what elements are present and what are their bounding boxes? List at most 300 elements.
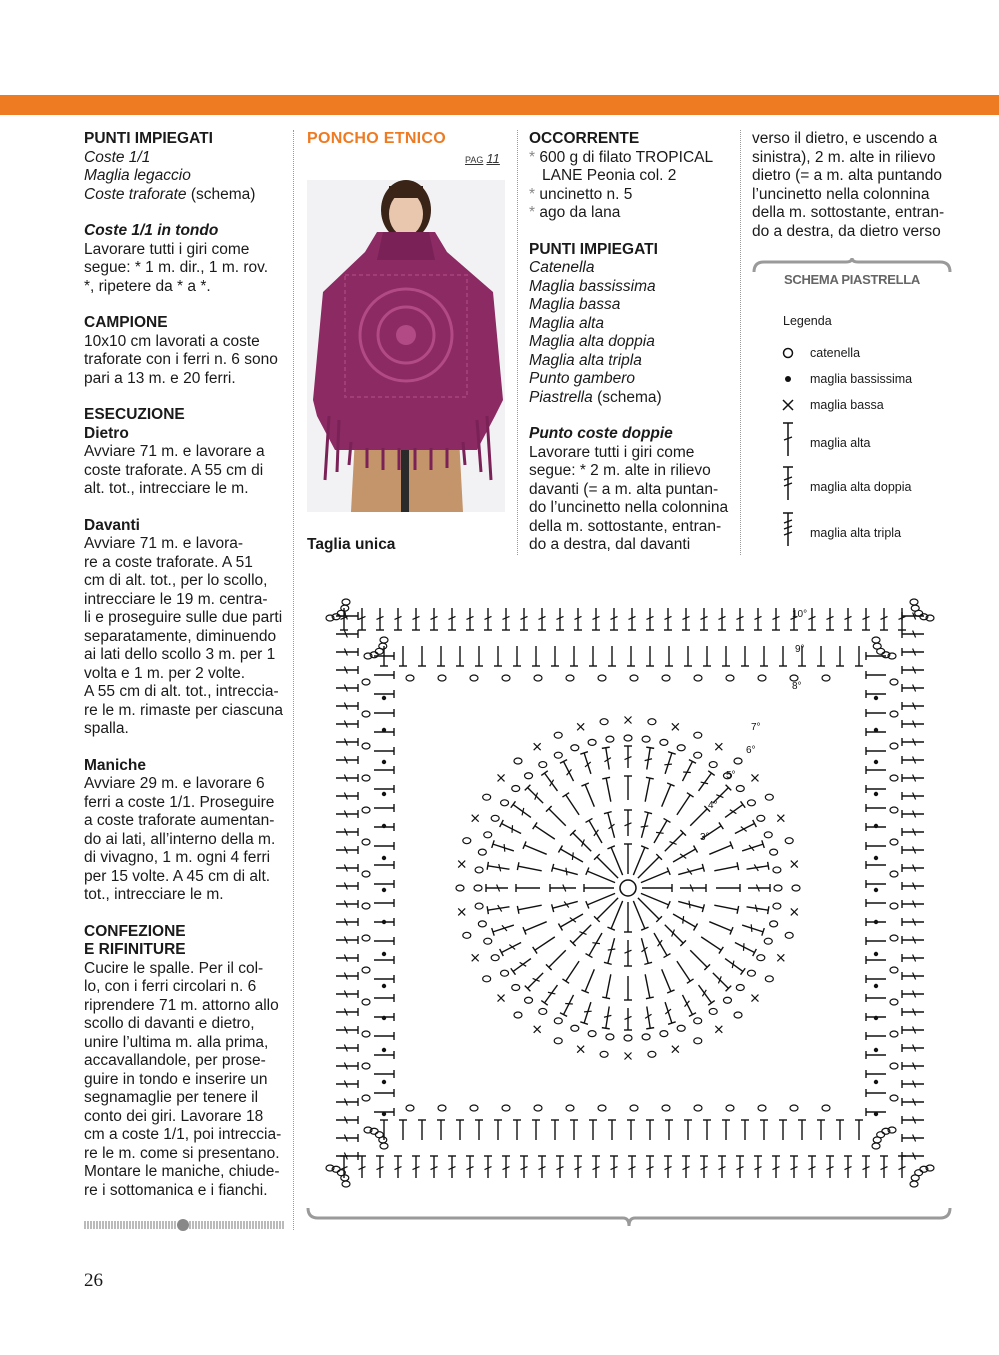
chain-symbol bbox=[890, 1031, 898, 1037]
chain-symbol bbox=[734, 758, 742, 764]
stitch-symbol bbox=[741, 646, 749, 666]
body-line: 10x10 cm lavorati a coste bbox=[84, 332, 260, 350]
stitch-symbol bbox=[374, 956, 394, 964]
stitch-symbol bbox=[635, 895, 662, 922]
chain-symbol bbox=[362, 775, 370, 781]
stitch-symbol bbox=[580, 752, 594, 775]
stitch-symbol bbox=[523, 918, 548, 935]
single-crochet-symbol bbox=[498, 995, 505, 1002]
chain-symbol bbox=[362, 679, 370, 685]
chain-symbol bbox=[624, 1035, 632, 1041]
body-line: do l’uncinetto nella colonnina bbox=[529, 499, 729, 516]
body-line: *, ripetere da * a *. bbox=[84, 277, 211, 295]
stitch-symbol bbox=[589, 1120, 597, 1140]
body-line: traforate con i ferri n. 6 sono bbox=[84, 351, 278, 368]
chain-symbol bbox=[484, 832, 492, 838]
stitch-symbol bbox=[586, 867, 617, 886]
materials-item: * 600 g di filato TROPICAL LANE Peonia col. 2 bbox=[529, 148, 713, 184]
slip-stitch-symbol bbox=[382, 824, 386, 828]
chain-symbol bbox=[463, 932, 471, 938]
chain-symbol bbox=[872, 637, 880, 643]
body-line: segue: * 1 m. dir., 1 m. rov. bbox=[84, 259, 269, 276]
body-line: conto dei giri. Lavorare 18 bbox=[84, 1107, 264, 1125]
stitch-symbol bbox=[716, 884, 740, 892]
stitch-symbol bbox=[336, 900, 358, 908]
stitch-symbol bbox=[635, 854, 662, 881]
body-line: re i sottomanica e i fianchi. bbox=[84, 1181, 268, 1199]
stitch-symbol bbox=[680, 884, 706, 892]
stitch-symbol bbox=[532, 1120, 540, 1140]
chain-symbol bbox=[757, 955, 765, 961]
body-line: Cucire le spalle. Per il col- bbox=[84, 959, 264, 977]
stitch-symbol bbox=[336, 1098, 358, 1106]
chain-symbol bbox=[648, 1051, 656, 1057]
chain-symbol bbox=[790, 1105, 798, 1111]
body-line: Lavorare tutti i giri come bbox=[529, 443, 695, 461]
stitch-symbol bbox=[570, 830, 594, 854]
stitch-symbol bbox=[456, 646, 464, 666]
stitch-symbol bbox=[714, 862, 739, 875]
chain-symbol bbox=[694, 1038, 702, 1044]
stitch-symbol bbox=[584, 884, 614, 892]
stitch-symbol bbox=[826, 1156, 834, 1178]
body-line: per 15 volte. A 45 cm di alt. bbox=[84, 867, 271, 885]
stitch-symbol bbox=[661, 1001, 675, 1024]
stitch-symbol bbox=[556, 608, 564, 630]
chain-symbol bbox=[642, 736, 650, 742]
chain-symbol bbox=[539, 762, 547, 768]
chain-symbol bbox=[890, 775, 898, 781]
legend-row: maglia bassissima bbox=[778, 370, 978, 410]
stitch-symbol bbox=[336, 792, 358, 800]
slip-stitch-symbol bbox=[874, 1112, 878, 1116]
single-crochet-symbol bbox=[625, 1053, 632, 1060]
section-title: E RIFINITURE bbox=[84, 941, 186, 958]
stitch-symbol bbox=[722, 646, 730, 666]
stitch-symbol bbox=[624, 940, 632, 966]
chain-symbol bbox=[470, 1105, 478, 1111]
chain-symbol bbox=[375, 648, 383, 654]
column-divider bbox=[293, 130, 294, 1230]
stitch-symbol bbox=[902, 990, 924, 998]
chain-symbol bbox=[554, 1038, 562, 1044]
stitch-symbol bbox=[677, 898, 704, 912]
slip-stitch-symbol bbox=[382, 1112, 386, 1116]
chain-symbol bbox=[483, 794, 491, 800]
schema-bottom-bracket bbox=[306, 1206, 952, 1232]
stitch-symbol bbox=[592, 1156, 600, 1178]
body-line: unire l’ultima m. alla prima, bbox=[84, 1033, 269, 1051]
slip-stitch-symbol bbox=[874, 856, 878, 860]
legend-row: catenella bbox=[778, 344, 978, 384]
chain-symbol bbox=[734, 1012, 742, 1018]
chain-symbol bbox=[774, 885, 782, 891]
chain-symbol bbox=[571, 1025, 579, 1031]
chain-symbol bbox=[438, 675, 446, 681]
stitch-symbol bbox=[336, 648, 358, 656]
section-title: OCCORRENTE bbox=[529, 130, 640, 147]
round-label: 10° bbox=[792, 609, 808, 620]
chain-symbol bbox=[554, 752, 562, 758]
stitch-symbol bbox=[550, 884, 576, 892]
stitch-symbol bbox=[533, 822, 557, 842]
stitch-symbol bbox=[700, 1156, 708, 1178]
chain-symbol bbox=[362, 1063, 370, 1069]
body-line: verso il dietro, e uscendo a bbox=[752, 130, 938, 147]
center-ring bbox=[620, 880, 636, 896]
chain-symbol bbox=[723, 997, 731, 1003]
stitch-symbol bbox=[610, 1156, 618, 1178]
chain-symbol bbox=[501, 800, 509, 806]
stitch-symbol bbox=[374, 842, 394, 850]
stitch-symbol bbox=[336, 684, 358, 692]
stitch-symbol bbox=[682, 608, 690, 630]
chain-symbol bbox=[380, 637, 388, 643]
stitch-symbol bbox=[902, 1116, 924, 1124]
single-crochet-symbol bbox=[672, 1046, 679, 1053]
stitch-symbol bbox=[494, 1120, 502, 1140]
chain-symbol bbox=[890, 967, 898, 973]
round-label: 5° bbox=[726, 770, 736, 781]
stitch-symbol bbox=[866, 994, 886, 1002]
stitch-symbol bbox=[699, 934, 723, 954]
chain-symbol bbox=[483, 976, 491, 982]
chain-symbol bbox=[514, 758, 522, 764]
stitch-symbol bbox=[466, 608, 474, 630]
stitch-symbol bbox=[412, 608, 420, 630]
stitch-symbol bbox=[500, 820, 523, 837]
stitch-symbol bbox=[836, 646, 844, 666]
stitch-symbol bbox=[604, 937, 618, 964]
stitch-symbol bbox=[855, 1120, 863, 1140]
stitch-symbol bbox=[608, 646, 616, 666]
stitch-symbol bbox=[541, 983, 560, 1006]
stitch-symbol bbox=[646, 1156, 654, 1178]
stitch-symbol bbox=[642, 884, 672, 892]
stitch-symbol bbox=[679, 760, 696, 783]
chain-symbol bbox=[342, 599, 350, 605]
stitch-symbol bbox=[661, 752, 675, 775]
stitch-symbol bbox=[374, 880, 394, 888]
stitch-symbol bbox=[624, 844, 632, 874]
stitch-symbol bbox=[808, 608, 816, 630]
stitch-symbol bbox=[602, 1006, 613, 1029]
stitch-symbol bbox=[374, 861, 394, 869]
chain-symbol bbox=[362, 807, 370, 813]
stitch-symbol bbox=[772, 1156, 780, 1178]
chain-symbol bbox=[630, 1105, 638, 1111]
stitch-symbol bbox=[746, 903, 769, 914]
chain-symbol bbox=[765, 794, 773, 800]
stitch-symbol bbox=[902, 1134, 924, 1142]
stitch-item: Maglia alta bbox=[529, 314, 604, 332]
stitch-symbol bbox=[560, 760, 577, 783]
schema-title-bracket bbox=[752, 258, 952, 288]
stitch-symbol bbox=[374, 994, 394, 1002]
stitch-symbol bbox=[513, 646, 521, 666]
stitch-symbol bbox=[674, 793, 694, 817]
stitch-symbol bbox=[374, 709, 394, 717]
single-crochet-symbol bbox=[751, 774, 758, 781]
chain-symbol bbox=[662, 675, 670, 681]
stitch-symbol bbox=[700, 608, 708, 630]
stitch-symbol bbox=[665, 1120, 673, 1140]
stitch-symbol bbox=[586, 818, 606, 845]
chain-symbol bbox=[773, 903, 781, 909]
stitch-symbol bbox=[511, 801, 534, 820]
t-triple-icon bbox=[778, 510, 798, 550]
slip-stitch-symbol bbox=[874, 888, 878, 892]
chain-symbol bbox=[770, 849, 778, 855]
body-line: cm a coste 1/1, poi intreccia- bbox=[84, 1126, 282, 1143]
stitch-symbol bbox=[418, 646, 426, 666]
body-line: re a coste traforate. A 51 bbox=[84, 553, 253, 571]
stitch-symbol bbox=[336, 1044, 358, 1052]
stitch-symbol bbox=[607, 899, 626, 930]
chain-symbol bbox=[747, 970, 755, 976]
stitch-symbol bbox=[570, 1120, 578, 1140]
chain-symbol bbox=[709, 762, 717, 768]
chain-symbol bbox=[890, 711, 898, 717]
stitch-symbol bbox=[602, 974, 615, 999]
stitch-symbol bbox=[492, 921, 515, 935]
stitch-symbol bbox=[866, 1032, 886, 1040]
stitch-symbol bbox=[866, 956, 886, 964]
chain-symbol bbox=[474, 885, 482, 891]
stitch-symbol bbox=[546, 947, 569, 970]
stitch-symbol bbox=[484, 608, 492, 630]
body-line: pari a 13 m. e 20 ferri. bbox=[84, 369, 236, 387]
stitch-symbol bbox=[627, 1120, 635, 1140]
stitch-symbol bbox=[374, 1089, 394, 1097]
legend-row: maglia alta tripla bbox=[778, 510, 978, 550]
body-line: re le m. come si presentano. bbox=[84, 1144, 280, 1162]
slip-stitch-symbol bbox=[874, 952, 878, 956]
stitch-symbol bbox=[336, 882, 358, 890]
chain-symbol bbox=[362, 935, 370, 941]
stitch-symbol bbox=[902, 864, 924, 872]
chain-symbol bbox=[726, 1105, 734, 1111]
chain-symbol bbox=[747, 800, 755, 806]
chain-symbol bbox=[660, 739, 668, 745]
stitch-symbol bbox=[902, 972, 924, 980]
body-line: cm di alt. tot., per lo scollo, bbox=[84, 572, 268, 589]
stitch-symbol bbox=[902, 936, 924, 944]
stitch-symbol bbox=[902, 954, 924, 962]
chain-symbol bbox=[694, 752, 702, 758]
chain-symbol bbox=[406, 1105, 414, 1111]
body-line: Avviare 29 m. e lavorare 6 bbox=[84, 775, 265, 792]
stitch-symbol bbox=[651, 931, 671, 958]
stitch-symbol bbox=[646, 1120, 654, 1140]
stitch-symbol bbox=[902, 918, 924, 926]
stitch-symbol bbox=[558, 911, 585, 931]
chain-symbol bbox=[406, 675, 414, 681]
stitch-symbol bbox=[708, 841, 733, 858]
stitch-symbol bbox=[746, 862, 769, 873]
chain-symbol bbox=[534, 675, 542, 681]
chain-symbol bbox=[757, 815, 765, 821]
stitch-symbol bbox=[733, 820, 756, 837]
stitch-symbol bbox=[533, 934, 557, 954]
body-line: volta e 1 m. per 2 volte. bbox=[84, 664, 246, 682]
crochet-tile-diagram bbox=[310, 582, 950, 1204]
stitch-symbol bbox=[902, 630, 924, 638]
slip-stitch-symbol bbox=[382, 984, 386, 988]
round-label: 3° bbox=[700, 832, 710, 843]
stitch-symbol bbox=[866, 766, 886, 774]
stitch-symbol bbox=[651, 818, 671, 845]
stitch-symbol bbox=[456, 1120, 464, 1140]
stitch-symbol bbox=[866, 1070, 886, 1078]
stitch-symbol bbox=[336, 1062, 358, 1070]
stitch-item: Maglia bassissima bbox=[529, 277, 656, 295]
stitch-symbol bbox=[639, 867, 670, 886]
stitch-symbol bbox=[695, 983, 714, 1006]
chain-symbol bbox=[890, 743, 898, 749]
slip-stitch-symbol bbox=[874, 1080, 878, 1084]
stitch-symbol bbox=[466, 1156, 474, 1178]
stitch-symbol bbox=[902, 1026, 924, 1034]
single-crochet-symbol bbox=[472, 954, 479, 961]
round-label: 9° bbox=[795, 644, 805, 655]
stitch-symbol bbox=[902, 774, 924, 782]
stitch-symbol bbox=[551, 1120, 559, 1140]
subsection-title: Davanti bbox=[84, 516, 140, 534]
chain-symbol bbox=[773, 867, 781, 873]
stitch-symbol bbox=[639, 890, 670, 909]
chain-symbol bbox=[890, 903, 898, 909]
chain-symbol bbox=[765, 976, 773, 982]
stitch-symbol bbox=[687, 947, 710, 970]
body-line: riprendere 71 m. attorno allo bbox=[84, 996, 279, 1014]
chain-symbol bbox=[342, 1181, 350, 1187]
stitch-symbol bbox=[502, 1156, 510, 1178]
stitch-symbol bbox=[358, 1156, 366, 1178]
chain-symbol bbox=[792, 885, 800, 891]
stitch-symbol bbox=[817, 646, 825, 666]
stitch-symbol bbox=[641, 777, 654, 802]
chain-symbol bbox=[525, 997, 533, 1003]
chain-symbol bbox=[709, 1008, 717, 1014]
stitch-symbol bbox=[866, 785, 886, 793]
chain-symbol bbox=[362, 1095, 370, 1101]
stitch-symbol bbox=[418, 1120, 426, 1140]
stitch-symbol bbox=[826, 608, 834, 630]
chain-symbol bbox=[501, 970, 509, 976]
body-line: intrecciare le 19 m. centra- bbox=[84, 590, 268, 608]
single-crochet-symbol bbox=[498, 774, 505, 781]
stitch-symbol bbox=[902, 720, 924, 728]
stitch-symbol bbox=[902, 648, 924, 656]
chain-symbol bbox=[890, 871, 898, 877]
chain-symbol bbox=[566, 675, 574, 681]
stitch-symbol bbox=[336, 1026, 358, 1034]
stitch-symbol bbox=[866, 747, 886, 755]
stitch-symbol bbox=[866, 804, 886, 812]
chain-symbol bbox=[764, 938, 772, 944]
body-line: segnamaglie per tenere il bbox=[84, 1089, 259, 1106]
body-line: li e proseguire sulle due parti bbox=[84, 609, 283, 626]
stitch-symbol bbox=[646, 608, 654, 630]
chain-symbol bbox=[736, 984, 744, 990]
stitch-symbol bbox=[866, 842, 886, 850]
stitch-symbol bbox=[836, 1120, 844, 1140]
section-title: Punto coste doppie bbox=[529, 425, 673, 442]
stitch-symbol bbox=[430, 1156, 438, 1178]
stitch-symbol bbox=[594, 854, 621, 881]
stitch-symbol bbox=[511, 955, 534, 974]
stitch-symbol bbox=[336, 774, 358, 782]
chain-symbol bbox=[534, 1105, 542, 1111]
stitch-symbol bbox=[523, 841, 548, 858]
single-crochet-symbol bbox=[534, 1026, 541, 1033]
single-crochet-symbol bbox=[534, 743, 541, 750]
stitch-symbol bbox=[574, 1156, 582, 1178]
body-line: ferri a coste 1/1. Proseguire bbox=[84, 793, 275, 811]
slip-stitch-symbol bbox=[382, 760, 386, 764]
stitch-symbol bbox=[902, 1152, 924, 1160]
slip-stitch-symbol bbox=[874, 824, 878, 828]
stitch-symbol bbox=[760, 1120, 768, 1140]
stitch-symbol bbox=[880, 608, 888, 630]
stitch-symbol bbox=[336, 702, 358, 710]
stitch-symbol bbox=[586, 890, 617, 909]
stitch-symbol bbox=[638, 812, 652, 839]
stitch-symbol bbox=[374, 899, 394, 907]
chain-symbol bbox=[478, 849, 486, 855]
body-line: tot., intrecciare le m. bbox=[84, 886, 224, 903]
stitch-symbol bbox=[574, 608, 582, 630]
stitch-symbol bbox=[394, 608, 402, 630]
stitch-symbol bbox=[336, 864, 358, 872]
single-crochet-symbol bbox=[577, 723, 584, 730]
chain-symbol bbox=[502, 675, 510, 681]
stitch-symbol bbox=[560, 993, 577, 1016]
chain-symbol bbox=[600, 719, 608, 725]
stitch-symbol bbox=[336, 972, 358, 980]
stitch-symbol bbox=[516, 884, 540, 892]
stitch-symbol bbox=[336, 918, 358, 926]
chain-symbol bbox=[475, 903, 483, 909]
stitch-symbol bbox=[723, 801, 746, 820]
schema-title: SCHEMA PIASTRELLA bbox=[784, 272, 920, 287]
stitch-symbol bbox=[880, 1156, 888, 1178]
body-line: re le m. rimaste per ciascuna bbox=[84, 701, 283, 719]
stitch-symbol bbox=[581, 783, 598, 808]
materials-column bbox=[529, 130, 731, 555]
stitch-symbol bbox=[358, 608, 366, 630]
chain-symbol bbox=[598, 675, 606, 681]
stitch-symbol bbox=[394, 1156, 402, 1178]
stitch-symbol bbox=[624, 746, 632, 768]
stitch-symbol bbox=[779, 1120, 787, 1140]
stitch-symbol bbox=[714, 901, 739, 914]
chain-symbol bbox=[910, 599, 918, 605]
stitch-symbol bbox=[674, 959, 694, 983]
stitch-symbol bbox=[902, 684, 924, 692]
stitch-symbol bbox=[525, 785, 546, 806]
stitch-symbol bbox=[581, 968, 598, 993]
stitch-symbol bbox=[412, 1156, 420, 1178]
chain-symbol bbox=[890, 807, 898, 813]
chain-symbol bbox=[877, 648, 885, 654]
stitch-symbol bbox=[336, 990, 358, 998]
body-line: di vivagno, 1 m. ogni 4 ferri bbox=[84, 849, 271, 866]
chain-symbol bbox=[362, 839, 370, 845]
stitch-symbol bbox=[866, 975, 886, 983]
stitch-symbol bbox=[570, 646, 578, 666]
